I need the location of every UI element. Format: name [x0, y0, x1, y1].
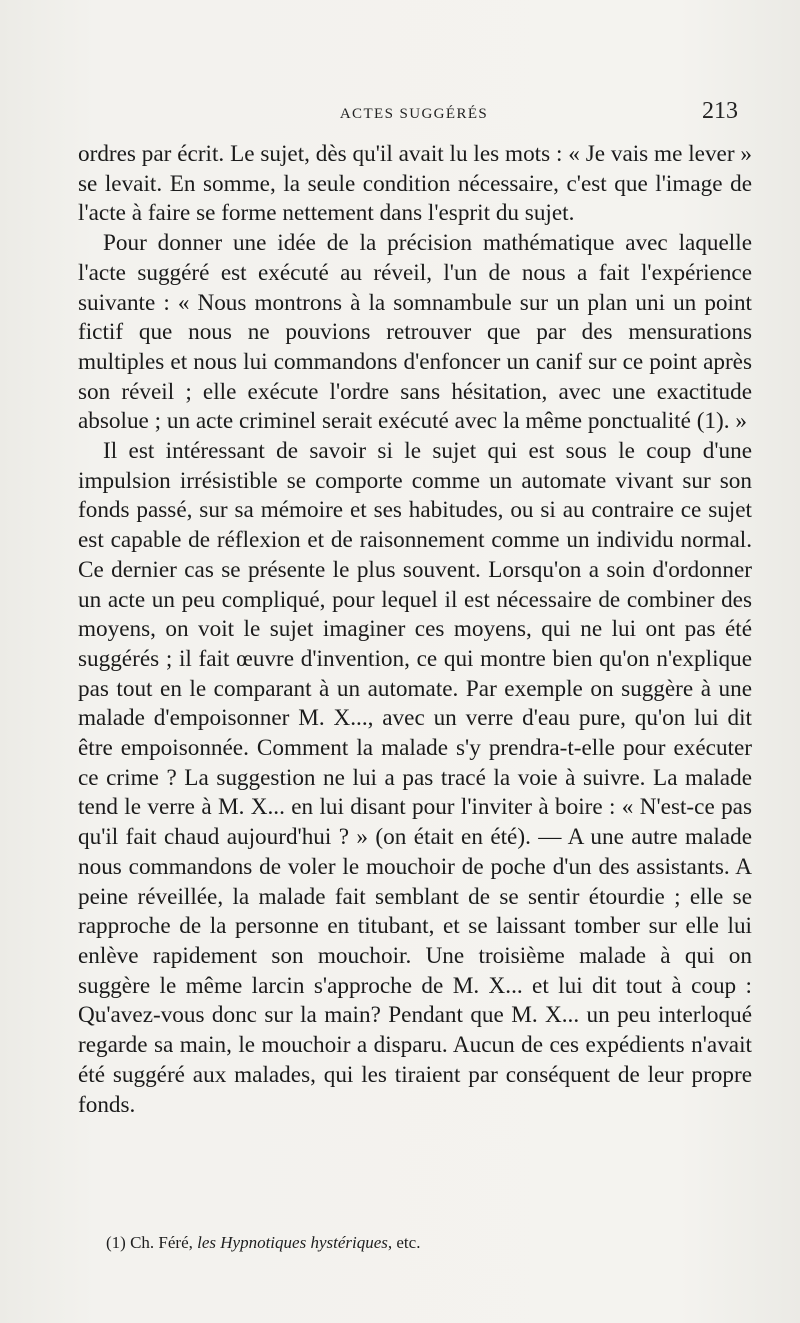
footnote-marker: (1) Ch. Féré, — [106, 1233, 193, 1252]
paragraph-automaton: Il est intéressant de savoir si le sujet qui est sous le coup d'une impulsion irrésistible se comporte comme un automate vivant sur son fonds passé, sur sa mémoire et ses habitudes, ou si au contraire ce sujet est capable de réflexion et de raisonnement comme un individu normal. Ce dernier cas se présente le plus souvent. Lorsqu'on a soin d'ordonner un acte un peu compliqué, pour lequel il est nécessaire de combiner des moyens, on voit le sujet imaginer ces moyens, qui ne lui ont pas été suggérés ; il fait œuvre d'invention, ce qui montre bien qu'on n'explique pas tout en le comparant à un automate. Par exemple on suggère à une malade d'empoisonner M. X..., avec un verre d'eau pure, qu'on lui dit être empoisonnée. Comment la malade s'y prendra-t-elle pour exécuter ce crime ? La suggestion ne lui a pas tracé la voie à suivre. La malade tend le verre à M. X... en lui disant pour l'inviter à boire : « N'est-ce pas qu'il fait chaud aujourd'hui ? » (on était en été). — A une autre malade nous commandons de voler le mouchoir de poche d'un des assistants. A peine réveillée, la malade fait semblant de se sentir étourdie ; elle se rapproche de la personne en titubant, et se laissant tomber sur elle lui enlève rapidement son mouchoir. Une troisième malade à qui on suggère le même larcin s'approche de M. X... et lui dit tout à coup : Qu'avez-vous donc sur la main? Pendant que M. X... un peu interloqué regarde sa main, le mouchoir a disparu. Aucun de ces expédients n'avait été suggéré aux malades, qui les tiraient par conséquent de leur propre fonds. — [78, 438, 752, 1118]
paragraph-experiment: Pour donner une idée de la précision mathématique avec laquelle l'acte suggéré est exécuté au réveil, l'un de nous a fait l'expérience suivante : « Nous montrons à la somnambule sur un plan uni un point fictif que nous ne pouvions retrouver que par des mensurations multiples et nous lui commandons d'enfoncer un canif sur ce point après son réveil ; elle exécute l'ordre sans hésitation, avec une exactitude absolue ; un acte criminel serait exécuté avec la même ponctualité (1). » — [78, 230, 752, 435]
footnote-suffix: , etc. — [387, 1233, 421, 1252]
body-text — [78, 140, 752, 1120]
paragraph-continuation: ordres par écrit. Le sujet, dès qu'il avait lu les mots : « Je vais me lever » se levait. En somme, la seule condition nécessaire, c'est que l'image de l'acte à faire se forme nettement dans l'esprit du sujet. — [78, 141, 752, 227]
page-number: 213 — [702, 98, 738, 124]
footnote — [106, 1233, 746, 1253]
page-header — [78, 98, 750, 132]
footnote-title: les Hypnotiques hystériques — [197, 1233, 388, 1252]
running-title: ACTES SUGGÉRÉS — [339, 106, 489, 122]
